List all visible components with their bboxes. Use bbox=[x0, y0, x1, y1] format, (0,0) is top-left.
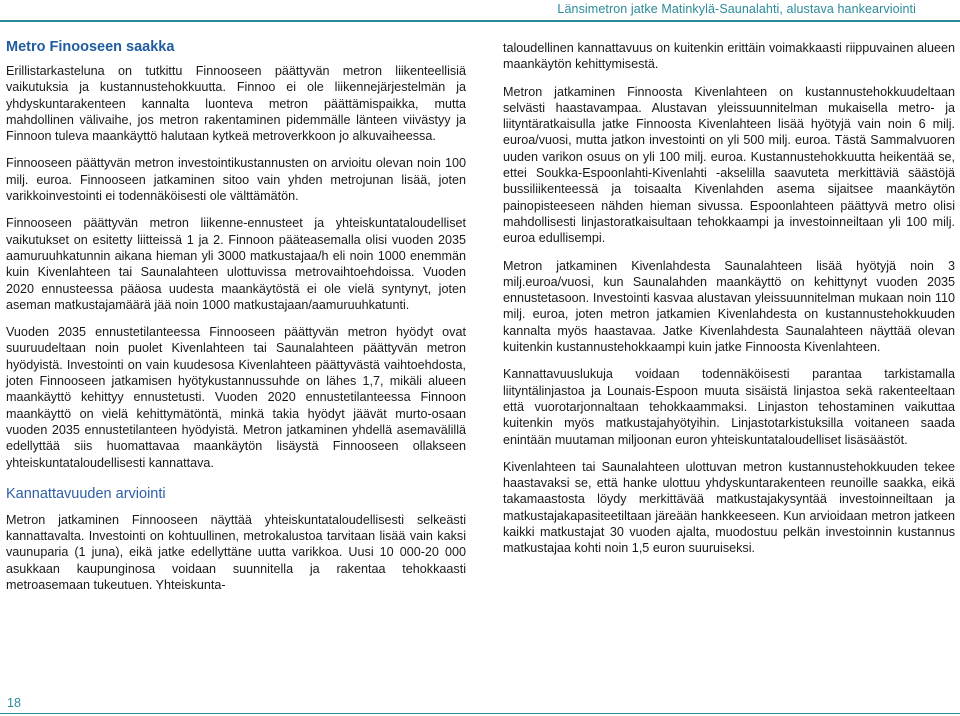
section-title-metro-finnoo: Metro Finooseen saakka bbox=[6, 39, 175, 55]
section-title-kannattavuus: Kannattavuuden arviointi bbox=[6, 485, 166, 502]
paragraph: Finnooseen päättyvän metron liikenne-ennusteet ja yhteiskuntataloudelliset vaikutukset on esitetty liitteissä 1 ja 2. Finnoon pääteasemalla olisi vuoden 2035 aamuruuhkatunnin aikana hieman yli 3000 matkustajaa/h eli noin 1000 enemmän kuin Kivenlahteen tai Saunalahteen ulottuvissa metrovaihtoehdoissa. Vuoden 2020 ennusteessa pääosa uudesta maankäytöstä ei ole vielä syntynyt, joten aseman matkustajamäärä jää noin 1000 matkustajaan/aamuruuhkatunti. bbox=[6, 216, 466, 312]
right-column bbox=[503, 40, 955, 568]
left-column bbox=[6, 38, 466, 604]
paragraph: Vuoden 2035 ennustetilanteessa Finnooseen päättyvän metron hyödyt ovat suuruudeltaan noin puolet Kivenlahteen tai Saunalahteen päättyvän metron hyödyistä. Investointi on vain kuudesosa Kivenlahteen päättyvästä vaihtoehdosta, joten Finnooseen jatkamisen hyötykustannussuhde on lähes 1,7, mikäli alueen maankäyttö kehittyy ennustetusti. Vuoden 2020 ennustetilanteessa Finnoon maankäyttö on vielä kehittymätöntä, minkä takia hyödyt jäävät murto-osaan vuoden 2035 ennustetilanteen hyödyistä. Metron jatkaminen yhdellä asemavälillä edellyttää siis huomattavaa maankäytön lisäystä Finnooseen ollakseen yhteiskuntataloudellisesti kannattava. bbox=[6, 325, 466, 470]
running-header: Länsimetron jatke Matinkylä-Saunalahti, alustava hankearviointi bbox=[557, 2, 916, 16]
paragraph: Erillistarkasteluna on tutkittu Finnooseen päättyvän metron liikenteellisiä vaikutuksia ja kustannustehokkuutta. Finnoo ei ole liikennejärjestelmän ja yhdyskuntarakenteen kannalta luonteva metron päättämispaikka, mutta mahdollinen välivaihe, jos metron rakentaminen pidemmälle länteen viivästyy ja Finnoon tuleva maankäyttö halutaan kytkeä metroverkkoon jo alkuvaiheessa. bbox=[6, 64, 466, 144]
footer-rule bbox=[0, 713, 960, 714]
paragraph: taloudellinen kannattavuus on kuitenkin erittäin voimakkaasti riippuvainen alueen maankäytön kehittymisestä. bbox=[503, 41, 955, 72]
paragraph: Metron jatkaminen Finnoosta Kivenlahteen on kustannustehokkuudeltaan selvästi haastavampaa. Alustavan yleissuunnitelman mukaisella metro- ja liityntäratkaisulla jatke Finnoosta Kivenlahteen lisää hyötyjä vain noin 6 milj. euroa/vuosi, mutta jatkon investointi on yli 500 milj. euroa. Tästä Sammalvuoren uuden varikon osuus on yli 100 milj. euroa. Kustannustehokkuutta heikentää se, ettei Soukka-Espoonlahti-Kivenlahti -akselilla saavuteta merkittäviä säästöjä bussiliikenteessä ja toisaalta Kivenlahden asema sijaitsee maankäytön painopisteeseen nähden hieman sivussa. Espoonlahteen päättyvä metro olisi mahdollisesti linjastoratkaisultaan tehokkaampi ja investoinneiltaan yli 100 milj. euroa edullisempi. bbox=[503, 84, 955, 246]
paragraph: Metron jatkaminen Kivenlahdesta Saunalahteen lisää hyötyjä noin 3 milj.euroa/vuosi, kun Saunalahden maankäyttö on kehittynyt vuoden 2035 ennustetasoon. Investointi kasvaa alustavan yleissuunnitelman mukaan noin 110 milj. euroa, joten metron jatkamien Kivenlahdesta on kustannustehokkuuden kannalta myös haastavaa. Jatke Kivenlahdesta Saunalahteen näyttää olevan kuitenkin kustannustehokkaampi kuin jatke Finnoosta Kivenlahteen. bbox=[503, 258, 955, 355]
header-rule bbox=[0, 20, 960, 22]
paragraph: Metron jatkaminen Finnooseen näyttää yhteiskuntataloudellisesti selkeästi kannattavalta. Investointi on kohtuullinen, metrokalustoa tarvitaan lisää vain kaksi vaunuparia (1 juna), eikä jatke edellyttäne uutta varikkoa. Uusi 10 000-20 000 asukkaan kaupunginosa voidaan suunnitella ja rakentaa tehokkaasti metroasemaan tukeutuen. Yhteiskunta- bbox=[6, 512, 466, 593]
page-number: 18 bbox=[7, 696, 21, 710]
paragraph: Finnooseen päättyvän metron investointikustannusten on arvioitu olevan noin 100 milj. euroa. Finnooseen jatkaminen sitoo vain yhden metrojunan lisää, joten varikkoinvestointi ei todennäköisesti ole välttämätön. bbox=[6, 156, 466, 204]
paragraph: Kannattavuuslukuja voidaan todennäköisesti parantaa tarkistamalla liityntälinjastoa ja Lounais-Espoon muuta sisäistä linjastoa sekä rakenteeltaan että vuorotarjonnaltaan tehokkaammaksi. Linjaston tehostaminen vaikuttaa kuitenkin myös matkustajahyötyihin. Linjastotarkistuksilla voitaneen saada enintään muutaman miljoonan euron yhteiskuntataloudelliset lisäsäästöt. bbox=[503, 367, 955, 447]
paragraph: Kivenlahteen tai Saunalahteen ulottuvan metron kustannustehokkuuden tekee haastavaksi se, että hanke ulottuu yhdyskuntarakenteen reunoille saakka, eikä takamaastosta löydy merkittävää matkustajakysyntää investoinneiltaan ja matkustajakapasiteetiltaan järeään hankkeeseen. Kun arvioidaan metron jatkeen kaikki matkustajat 30 vuoden ajalta, muodostuu pelkän investoinnin kustannus matkustajaa kohti noin 1,5 euron suuruiseksi. bbox=[503, 459, 955, 556]
